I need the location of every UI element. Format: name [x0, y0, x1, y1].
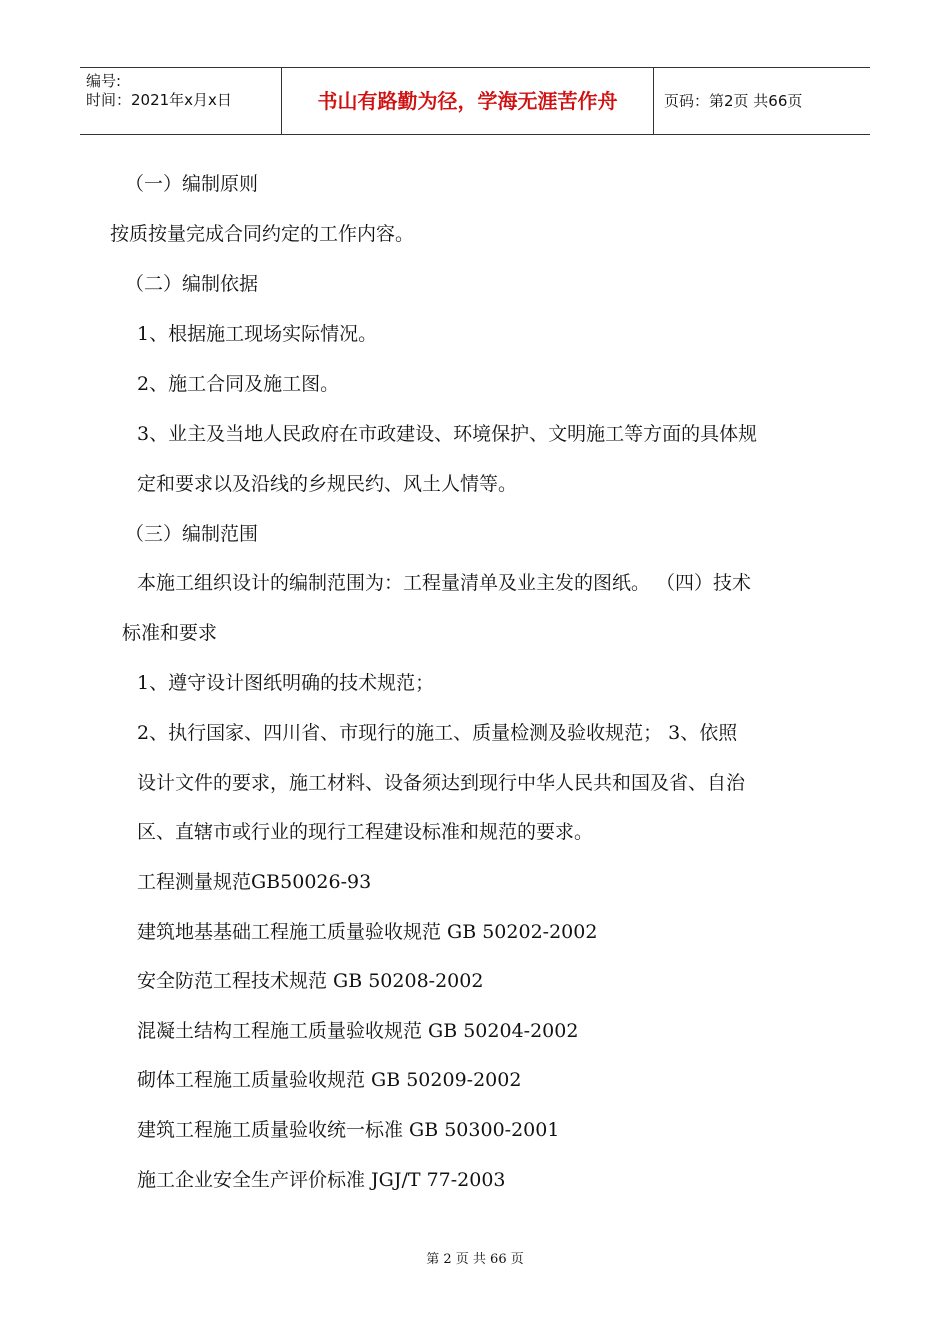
paragraph-line: 本施工组织设计的编制范围为：工程量清单及业主发的图纸。 （四）技术	[137, 572, 752, 594]
list-item: 3、业主及当地人民政府在市政建设、环境保护、文明施工等方面的具体规	[137, 423, 758, 445]
list-item-continuation: 设计文件的要求，施工材料、设备须达到现行中华人民共和国及省、自治	[137, 772, 746, 794]
standard-item: 工程测量规范GB50026-93	[137, 871, 372, 893]
header-meta	[80, 68, 282, 134]
standard-item: 施工企业安全生产评价标准 JGJ/T 77-2003	[137, 1169, 506, 1191]
section-heading-scope: （三）编制范围	[125, 523, 259, 545]
standard-item: 安全防范工程技术规范 GB 50208-2002	[137, 970, 484, 992]
standard-item: 砌体工程施工质量验收规范 GB 50209-2002	[137, 1069, 522, 1091]
list-item: 1、遵守设计图纸明确的技术规范；	[137, 672, 435, 694]
list-item-continuation: 区、直辖市或行业的现行工程建设标准和规范的要求。	[137, 821, 594, 843]
code-label: 编号:	[86, 72, 122, 90]
standard-item: 混凝土结构工程施工质量验收规范 GB 50204-2002	[137, 1020, 579, 1042]
page-footer: 第 2 页 共 66 页	[426, 1252, 524, 1267]
standard-item: 建筑工程施工质量验收统一标准 GB 50300-2001	[137, 1119, 560, 1141]
section-heading-principles: （一）编制原则	[125, 173, 259, 195]
paragraph-line-continuation: 标准和要求	[122, 622, 218, 644]
header-page-info: 页码：第2页 共66页	[664, 92, 803, 110]
paragraph-line: 按质按量完成合同约定的工作内容。	[110, 223, 415, 245]
list-item-continuation: 定和要求以及沿线的乡规民约、风土人情等。	[137, 473, 518, 495]
list-item: 1、根据施工现场实际情况。	[137, 323, 378, 345]
standard-item: 建筑地基基础工程施工质量验收规范 GB 50202-2002	[137, 921, 598, 943]
list-item: 2、施工合同及施工图。	[137, 373, 340, 395]
section-heading-basis: （二）编制依据	[125, 273, 259, 295]
time-label: 时间：2021年x月x日	[86, 91, 232, 109]
header-motto: 书山有路勤为径，学海无涯苦作舟	[282, 68, 654, 134]
page-header	[80, 67, 870, 135]
list-item: 2、执行国家、四川省、市现行的施工、质量检测及验收规范； 3、依照	[137, 722, 738, 744]
